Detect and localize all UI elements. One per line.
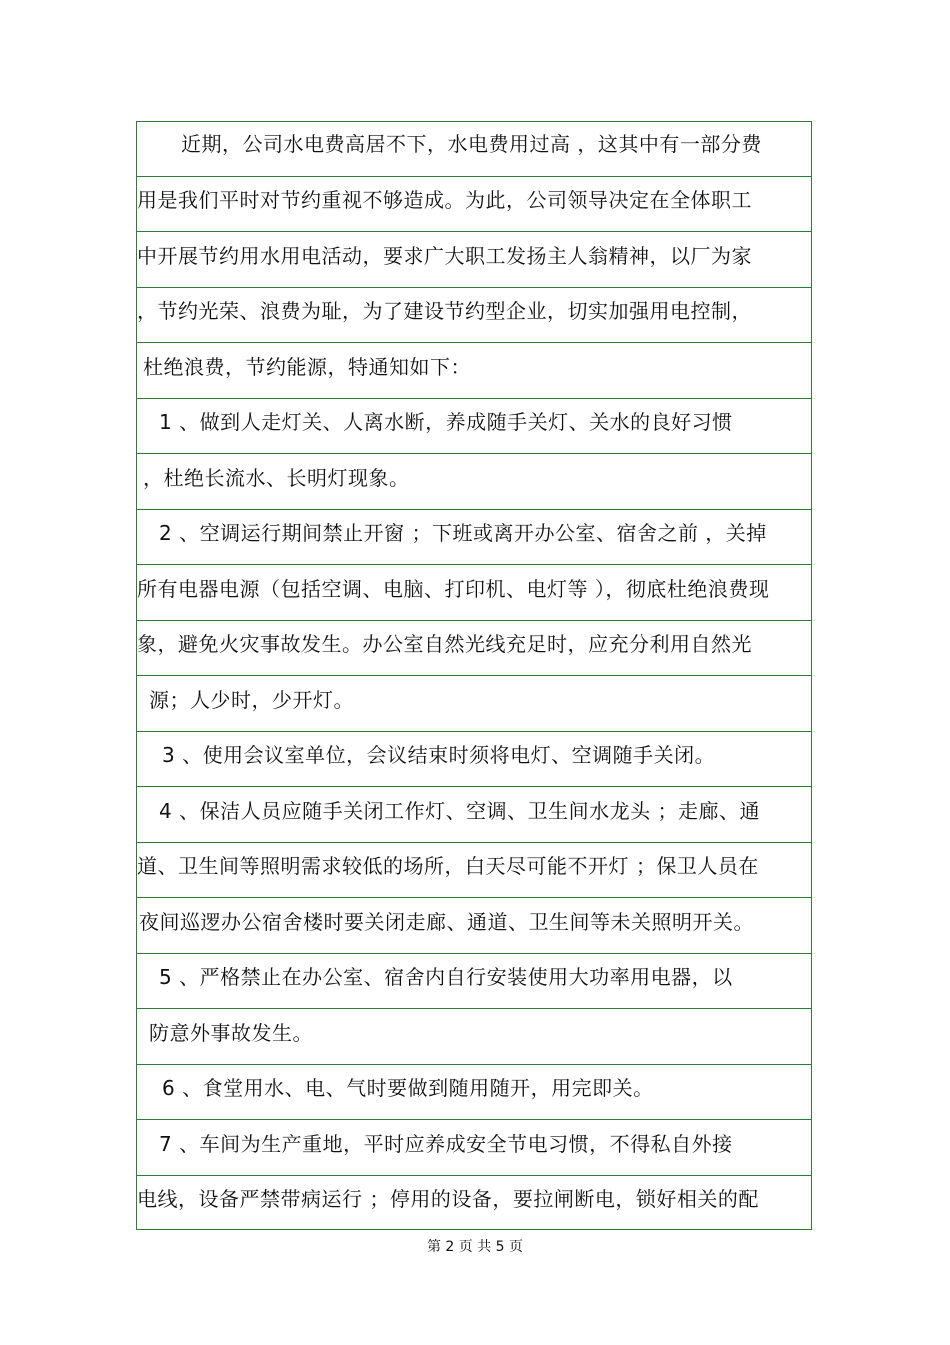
rule-line [137,342,811,343]
text-line: 所有电器电源（包括空调、电脑、打印机、电灯等 ），彻底杜绝浪费现 [137,577,770,601]
rule-line [137,786,811,787]
text-line: 7 、车间为生产重地，平时应养成安全节电习惯，不得私自外接 [159,1132,733,1156]
text-line: 5 、严格禁止在办公室、宿舍内自行安装使用大功率用电器，以 [159,965,733,989]
text-line: 源；人少时，少开灯。 [149,688,354,712]
rule-line [137,897,811,898]
rule-line [137,675,811,676]
rule-line [137,398,811,399]
text-line: 6 、食堂用水、电、气时要做到随用随开，用完即关。 [162,1076,654,1100]
text-line: ，节约光荣、浪费为耻，为了建设节约型企业，切实加强用电控制， [137,299,752,323]
rule-line [137,1064,811,1065]
text-line: 电线，设备严禁带病运行 ；停用的设备，要拉闸断电，锁好相关的配 [137,1187,759,1211]
text-line: 2 、空调运行期间禁止开窗 ；下班或离开办公室、宿舍之前 ，关掉 [159,521,767,545]
rule-line [137,231,811,232]
rule-line [137,453,811,454]
rule-line [137,1008,811,1009]
rule-line [137,842,811,843]
text-line: 道、卫生间等照明需求较低的场所，白天尽可能不开灯 ；保卫人员在 [137,854,759,878]
text-line: 夜间巡逻办公宿舍楼时要关闭走廊、通道、卫生间等未关照明开关。 [139,910,754,934]
rule-line [137,731,811,732]
text-line: 防意外事故发生。 [149,1021,313,1045]
rule-line [137,509,811,510]
text-line: ，杜绝长流水、长明灯现象。 [143,466,410,490]
text-line: 近期，公司水电费高居不下，水电费用过高 ，这其中有一部分费 [181,132,762,156]
rule-line [137,953,811,954]
text-line: 杜绝浪费，节约能源，特通知如下： [143,355,471,379]
text-line: 中开展节约用水用电活动，要求广大职工发扬主人翁精神，以厂为家 [137,244,752,268]
text-line: 4 、保洁人员应随手关闭工作灯、空调、卫生间水龙头 ；走廊、通 [159,799,760,823]
rule-line [137,564,811,565]
rule-line [137,620,811,621]
text-line: 1 、做到人走灯关、人离水断，养成随手关灯、关水的良好习惯 [159,410,733,434]
page-number: 第 2 页 共 5 页 [426,1239,524,1255]
rule-line [137,176,811,177]
text-frame [136,121,812,1230]
text-line: 象，避免火灾事故发生。办公室自然光线充足时，应充分利用自然光 [137,632,752,656]
text-line: 3 、使用会议室单位，会议结束时须将电灯、空调随手关闭。 [162,743,716,767]
text-line: 用是我们平时对节约重视不够造成。为此，公司领导决定在全体职工 [137,188,752,212]
rule-line [137,1119,811,1120]
rule-line [137,1175,811,1176]
rule-line [137,287,811,288]
